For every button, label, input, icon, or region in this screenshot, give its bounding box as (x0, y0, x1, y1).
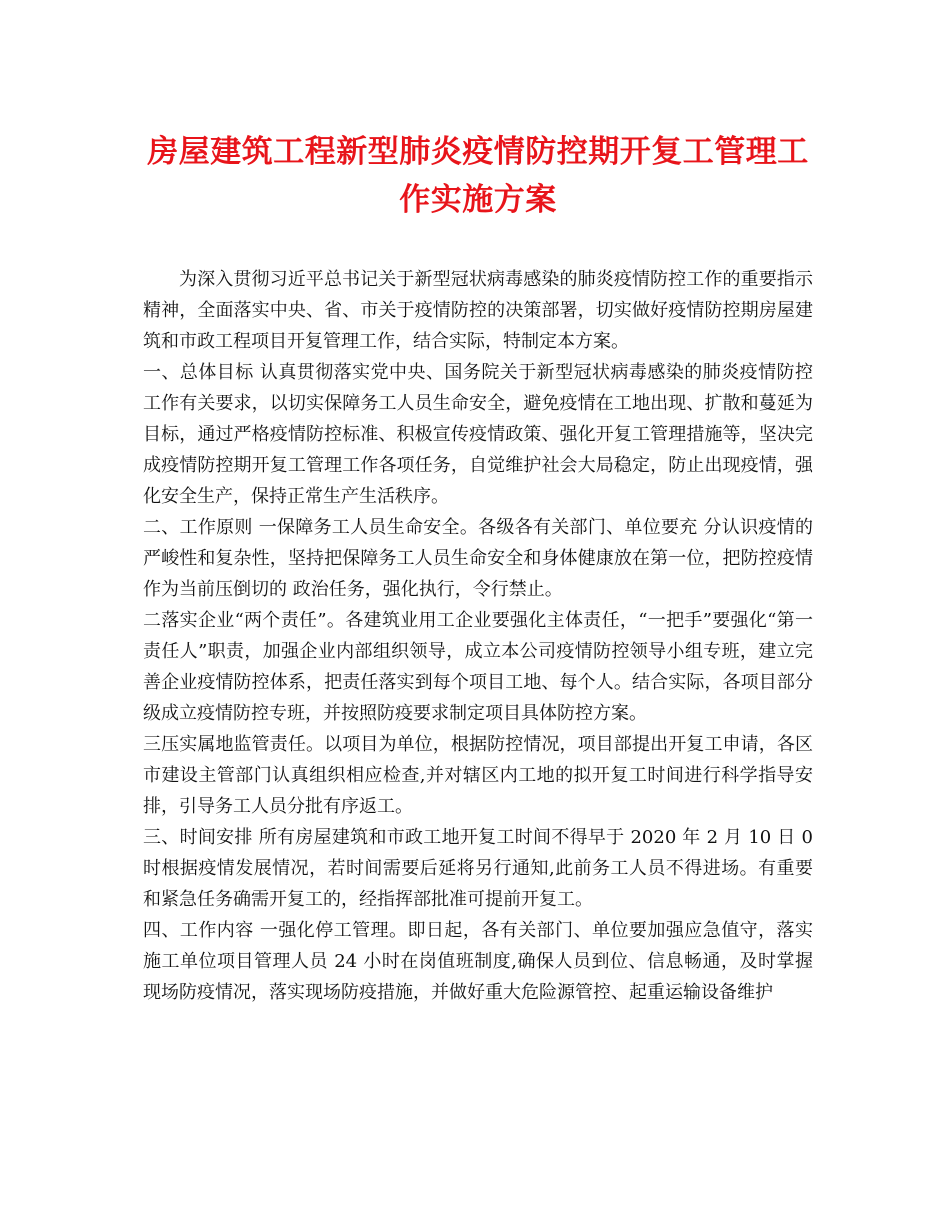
paragraph-overall-goal: 一、总体目标 认真贯彻落实党中央、国务院关于新型冠状病毒感染的肺炎疫情防控工作有关要求，以切实保障务工人员生命安全，避免疫情在工地出现、扩散和蔓延为目标，通过严格疫情防控标准、积极宣传疫情政策、强化开复工管理措施等，坚决完成疫情防控期开复工管理工作各项任务，自觉维护社会大局稳定，防止出现疫情，强化安全生产，保持正常生产生活秩序。 (143, 362, 813, 507)
document-title: 房屋建筑工程新型肺炎疫情防控期开复工管理工作实施方案 (147, 134, 809, 218)
document-body (143, 264, 813, 1008)
paragraph-intro: 为深入贯彻习近平总书记关于新型冠状病毒感染的肺炎疫情防控工作的重要指示精神，全面落实中央、省、市关于疫情防控的决策部署，切实做好疫情防控期房屋建筑和市政工程项目开复管理工作，结合实际，特制定本方案。 (143, 269, 813, 352)
paragraph-local-supervision: 三压实属地监管责任。以项目为单位，根据防控情况，项目部提出开复工申请，各区市建设主管部门认真组织相应检查,并对辖区内工地的拟开复工时间进行科学指导安排，引导务工人员分批有序返工。 (143, 734, 813, 817)
document-page (143, 128, 813, 1008)
paragraph-time-schedule: 三、时间安排 所有房屋建筑和市政工地开复工时间不得早于 2020 年 2 月 10 日 0 时根据疫情发展情况，若时间需要后延将另行通知,此前务工人员不得进场。有重要和紧急任务确需开复工的，经指挥部批准可提前开复工。 (143, 827, 813, 910)
paragraph-work-principle: 二、工作原则 一保障务工人员生命安全。各级各有关部门、单位要充 分认识疫情的严峻性和复杂性，坚持把保障务工人员生命安全和身体健康放在第一位，把防控疫情作为当前压倒切的 政治任务，强化执行，令行禁止。 (143, 517, 813, 600)
paragraph-work-content: 四、工作内容 一强化停工管理。即日起，各有关部门、单位要加强应急值守，落实施工单位项目管理人员 24 小时在岗值班制度,确保人员到位、信息畅通，及时掌握现场防疫情况，落实现场防疫措施，并做好重大危险源管控、起重运输设备维护 (143, 920, 813, 1003)
paragraph-enterprise-responsibility: 二落实企业“两个责任”。各建筑业用工企业要强化主体责任，“一把手”要强化“第一责任人”职责，加强企业内部组织领导，成立本公司疫情防控领导小组专班，建立完善企业疫情防控体系，把责任落实到每个项目工地、每个人。结合实际，各项目部分级成立疫情防控专班，并按照防疫要求制定项目具体防控方案。 (143, 610, 813, 724)
